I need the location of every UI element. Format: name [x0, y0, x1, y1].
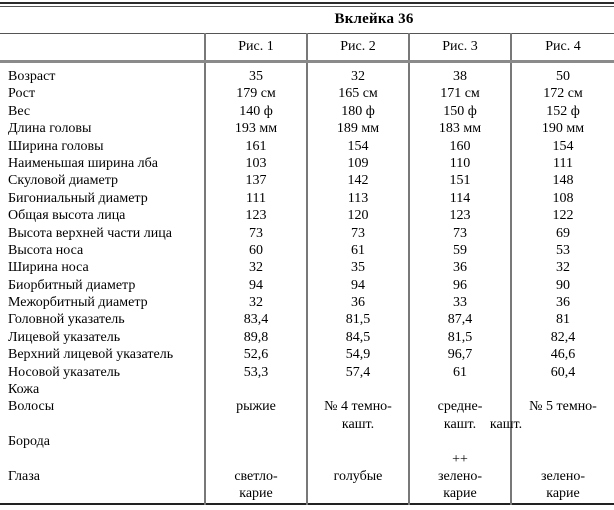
header-cell-fig4: Рис. 4	[511, 34, 614, 62]
cell-line: 113	[347, 190, 369, 206]
row-label	[0, 242, 205, 259]
cell-line: 171 см	[440, 86, 480, 102]
row-label	[0, 155, 205, 172]
cell-line: 120	[347, 208, 369, 224]
table-body	[0, 62, 614, 504]
cell-line: Межорбитный диаметр	[8, 295, 148, 311]
header-cell-empty	[0, 34, 205, 62]
cell-line: 111	[246, 190, 266, 206]
cell-line: карие	[239, 486, 273, 502]
cell-value	[511, 190, 614, 207]
cell-line: 81,5	[447, 329, 473, 345]
row-label	[0, 294, 205, 311]
cell-value	[307, 277, 409, 294]
cell-line: Вес	[8, 103, 31, 119]
row-label	[0, 225, 205, 242]
row-label	[0, 172, 205, 189]
cell-value	[511, 155, 614, 172]
table-row	[0, 138, 614, 155]
header-cell-fig2: Рис. 2	[307, 34, 409, 62]
cell-line: 123	[449, 208, 471, 224]
cell-value	[409, 207, 511, 224]
cell-line: 172 см	[543, 86, 583, 102]
cell-value	[511, 311, 614, 328]
cell-line: Высота носа	[8, 242, 84, 258]
cell-value	[409, 190, 511, 207]
cell-line: 84,5	[345, 329, 371, 345]
cell-line: 73	[453, 225, 467, 241]
cell-line: 151	[449, 173, 471, 189]
cell-line: 46,6	[550, 347, 576, 363]
row-label	[0, 381, 205, 398]
cell-line: карие	[443, 486, 477, 502]
cell-line: 54,9	[345, 347, 371, 363]
cell-value	[307, 207, 409, 224]
cell-line: 81,5	[345, 312, 371, 328]
cell-line: 183 мм	[438, 121, 482, 137]
cell-line: кашт.	[443, 416, 477, 432]
cell-value	[205, 451, 307, 504]
cell-value	[205, 242, 307, 259]
cell-line: 83,4	[243, 312, 269, 328]
cell-value	[307, 364, 409, 381]
cell-value	[205, 103, 307, 120]
row-label	[0, 103, 205, 120]
cell-line: 96,7	[447, 347, 473, 363]
table-row	[0, 346, 614, 363]
cell-value	[307, 451, 409, 504]
cell-line: Наименьшая ширина лба	[8, 155, 158, 171]
cell-value	[409, 451, 511, 504]
table-row	[0, 62, 614, 86]
cell-line: Кожа	[8, 382, 40, 398]
cell-line: Скуловой диаметр	[8, 173, 119, 189]
cell-line: Волосы	[8, 399, 55, 415]
cell-line: 60,4	[550, 364, 576, 380]
cell-value	[511, 433, 614, 450]
cell-line	[512, 451, 614, 468]
cell-line: 123	[245, 208, 267, 224]
table-row	[0, 277, 614, 294]
cell-line: 52,6	[243, 347, 269, 363]
table-row	[0, 225, 614, 242]
cell-line: 142	[347, 173, 369, 189]
cell-line: средне-	[437, 399, 483, 415]
cell-value	[307, 329, 409, 346]
table-row	[0, 259, 614, 276]
cell-line: 103	[245, 155, 267, 171]
cell-value	[409, 381, 511, 398]
cell-value	[409, 311, 511, 328]
cell-value	[409, 329, 511, 346]
cell-line: Лицевой указатель	[8, 329, 121, 345]
cell-value	[409, 294, 511, 311]
header-row	[0, 34, 614, 62]
cell-value	[205, 277, 307, 294]
cell-line: 32	[249, 260, 263, 276]
cell-line: 161	[245, 138, 267, 154]
cell-value	[205, 225, 307, 242]
top-rule-thin	[0, 6, 614, 7]
cell-line: 140 ф	[239, 103, 273, 119]
cell-value	[205, 364, 307, 381]
table-row	[0, 103, 614, 120]
cell-line: 96	[453, 277, 467, 293]
cell-line: Возраст	[8, 69, 56, 84]
cell-line: Общая высота лица	[8, 208, 126, 224]
row-label	[0, 138, 205, 155]
cell-line: кашт.	[341, 416, 375, 432]
cell-value	[205, 207, 307, 224]
cell-line: 36	[556, 295, 570, 311]
cell-value	[511, 85, 614, 102]
cell-value	[307, 225, 409, 242]
cell-value	[511, 277, 614, 294]
row-label	[0, 451, 205, 504]
cell-line: 33	[453, 295, 467, 311]
cell-value	[511, 364, 614, 381]
cell-line: 89,8	[243, 329, 269, 345]
cell-value	[409, 242, 511, 259]
cell-line: 60	[249, 242, 263, 258]
cell-value	[511, 329, 614, 346]
cell-line: Высота верхней части лица	[8, 225, 172, 241]
header-cell-fig1: Рис. 1	[205, 34, 307, 62]
cell-value	[511, 242, 614, 259]
cell-line: 111	[553, 155, 573, 171]
table-row	[0, 433, 614, 450]
page-title: Вклейка 36	[334, 11, 414, 27]
cell-value	[307, 346, 409, 363]
cell-value	[205, 294, 307, 311]
cell-line	[206, 381, 306, 398]
cell-value	[409, 364, 511, 381]
cell-value	[409, 120, 511, 137]
cell-line: 87,4	[447, 312, 473, 328]
cell-line: 165 см	[338, 86, 378, 102]
cell-value	[511, 259, 614, 276]
cell-value	[307, 138, 409, 155]
row-label	[0, 259, 205, 276]
cell-value	[205, 62, 307, 86]
cell-value	[307, 190, 409, 207]
table-row	[0, 155, 614, 172]
cell-line: 150 ф	[443, 103, 477, 119]
cell-value	[409, 62, 511, 86]
cell-value	[205, 190, 307, 207]
cell-value	[511, 62, 614, 86]
cell-line: рыжие	[236, 399, 276, 415]
cell-line	[308, 433, 408, 450]
cell-line: 94	[351, 277, 365, 293]
cell-line: 90	[556, 277, 570, 293]
cell-line: зелено-	[540, 468, 586, 484]
table-row	[0, 398, 614, 433]
cell-value	[409, 85, 511, 102]
cell-line	[512, 381, 614, 398]
cell-value	[205, 120, 307, 137]
cell-value	[307, 172, 409, 189]
cell-value	[511, 138, 614, 155]
cell-line	[512, 433, 614, 450]
cell-value	[205, 433, 307, 450]
cell-value	[511, 120, 614, 137]
cell-value	[409, 346, 511, 363]
cell-line	[206, 451, 306, 468]
cell-line: 193 мм	[234, 121, 278, 137]
cell-line	[410, 433, 510, 450]
cell-line: Бигониальный диаметр	[8, 190, 148, 206]
cell-line: 59	[453, 242, 467, 258]
row-label	[0, 364, 205, 381]
cell-value	[307, 242, 409, 259]
cell-value	[511, 172, 614, 189]
cell-line: Борода	[8, 434, 50, 450]
cell-value	[205, 172, 307, 189]
table-row	[0, 451, 614, 504]
cell-line	[410, 381, 510, 398]
cell-value	[307, 381, 409, 398]
cell-line: кашт.	[489, 416, 523, 432]
cell-value	[307, 398, 409, 433]
cell-line: 35	[351, 260, 365, 276]
cell-value	[307, 433, 409, 450]
cell-line: Носовой указатель	[8, 364, 121, 380]
cell-value	[205, 329, 307, 346]
cell-line: № 4 темно-	[324, 399, 392, 415]
cell-line: 109	[347, 155, 369, 171]
cell-line: 73	[249, 225, 263, 241]
cell-line: 189 мм	[336, 121, 380, 137]
cell-line: 81	[556, 312, 570, 328]
cell-line: 53,3	[243, 364, 269, 380]
cell-line: № 5 темно-	[529, 399, 597, 415]
cell-line: 69	[556, 225, 570, 241]
row-label	[0, 311, 205, 328]
cell-line: 110	[449, 155, 471, 171]
row-label	[0, 62, 205, 86]
cell-line: 35	[249, 69, 263, 84]
row-label	[0, 433, 205, 450]
cell-line: 148	[552, 173, 574, 189]
cell-value	[511, 103, 614, 120]
cell-value	[511, 346, 614, 363]
cell-value	[307, 103, 409, 120]
cell-line: 122	[552, 208, 574, 224]
cell-line: 154	[347, 138, 369, 154]
table-row	[0, 207, 614, 224]
cell-value	[489, 398, 614, 433]
cell-line: 137	[245, 173, 267, 189]
cell-value	[205, 381, 307, 398]
cell-line: ++	[452, 451, 468, 467]
cell-line: Биорбитный диаметр	[8, 277, 136, 293]
cell-line: Ширина носа	[8, 260, 89, 276]
row-label	[0, 329, 205, 346]
cell-value	[409, 225, 511, 242]
cell-line	[308, 381, 408, 398]
cell-line	[8, 451, 204, 468]
cell-line: 73	[351, 225, 365, 241]
cell-line: Рост	[8, 86, 36, 102]
cell-value	[511, 381, 614, 398]
cell-line: 108	[552, 190, 574, 206]
row-label	[0, 398, 205, 433]
cell-value	[409, 277, 511, 294]
cell-line: 50	[556, 69, 570, 84]
cell-line: карие	[546, 486, 580, 502]
cell-value	[409, 172, 511, 189]
cell-value	[307, 311, 409, 328]
cell-line: 114	[449, 190, 471, 206]
table-row	[0, 364, 614, 381]
cell-value	[409, 155, 511, 172]
table-row	[0, 190, 614, 207]
header-cell-fig3: Рис. 3	[409, 34, 511, 62]
cell-line: 32	[351, 69, 365, 84]
cell-line: 160	[449, 138, 471, 154]
cell-line: 32	[249, 295, 263, 311]
row-label	[0, 207, 205, 224]
cell-line: 152 ф	[546, 103, 580, 119]
measurements-table	[0, 33, 614, 505]
cell-line: Длина головы	[8, 121, 92, 137]
cell-line: 36	[351, 295, 365, 311]
cell-value	[307, 294, 409, 311]
cell-value	[511, 451, 614, 504]
cell-line	[308, 451, 408, 468]
cell-line: 57,4	[345, 364, 371, 380]
cell-value	[205, 311, 307, 328]
table-row	[0, 120, 614, 137]
table-row	[0, 242, 614, 259]
cell-value	[205, 155, 307, 172]
cell-line: Верхний лицевой указатель	[8, 347, 174, 363]
cell-line: 82,4	[550, 329, 576, 345]
table-row	[0, 172, 614, 189]
cell-line: светло-	[234, 468, 278, 484]
cell-line: 38	[453, 69, 467, 84]
row-label	[0, 277, 205, 294]
cell-value	[511, 207, 614, 224]
cell-line: 61	[453, 364, 467, 380]
row-label	[0, 85, 205, 102]
cell-line: зелено-	[437, 468, 483, 484]
table-row	[0, 381, 614, 398]
cell-value	[409, 138, 511, 155]
cell-line: 179 см	[236, 86, 276, 102]
cell-value	[205, 85, 307, 102]
cell-line: 154	[552, 138, 574, 154]
cell-line: 36	[453, 260, 467, 276]
cell-line: голубые	[333, 468, 383, 484]
cell-value	[307, 120, 409, 137]
cell-line: Ширина головы	[8, 138, 104, 154]
cell-line: 180 ф	[341, 103, 375, 119]
cell-line: 32	[556, 260, 570, 276]
cell-value	[307, 259, 409, 276]
cell-line: 61	[351, 242, 365, 258]
row-label	[0, 190, 205, 207]
cell-value	[205, 138, 307, 155]
cell-value	[205, 259, 307, 276]
cell-value	[511, 294, 614, 311]
table-row	[0, 85, 614, 102]
cell-line: 190 мм	[541, 121, 585, 137]
cell-value	[307, 85, 409, 102]
table-row	[0, 311, 614, 328]
top-rule-thick	[0, 2, 614, 4]
cell-line: 53	[556, 242, 570, 258]
cell-value	[205, 398, 307, 433]
cell-value	[409, 433, 511, 450]
cell-value	[511, 225, 614, 242]
table-row	[0, 329, 614, 346]
cell-value	[409, 259, 511, 276]
cell-line	[206, 433, 306, 450]
cell-line: Глаза	[8, 468, 40, 484]
cell-line: 94	[249, 277, 263, 293]
cell-value	[307, 155, 409, 172]
row-label	[0, 120, 205, 137]
cell-line: Головной указатель	[8, 312, 125, 328]
cell-value	[205, 346, 307, 363]
cell-value	[307, 62, 409, 86]
cell-value	[409, 103, 511, 120]
row-label	[0, 346, 205, 363]
table-row	[0, 294, 614, 311]
table-header	[0, 34, 614, 62]
